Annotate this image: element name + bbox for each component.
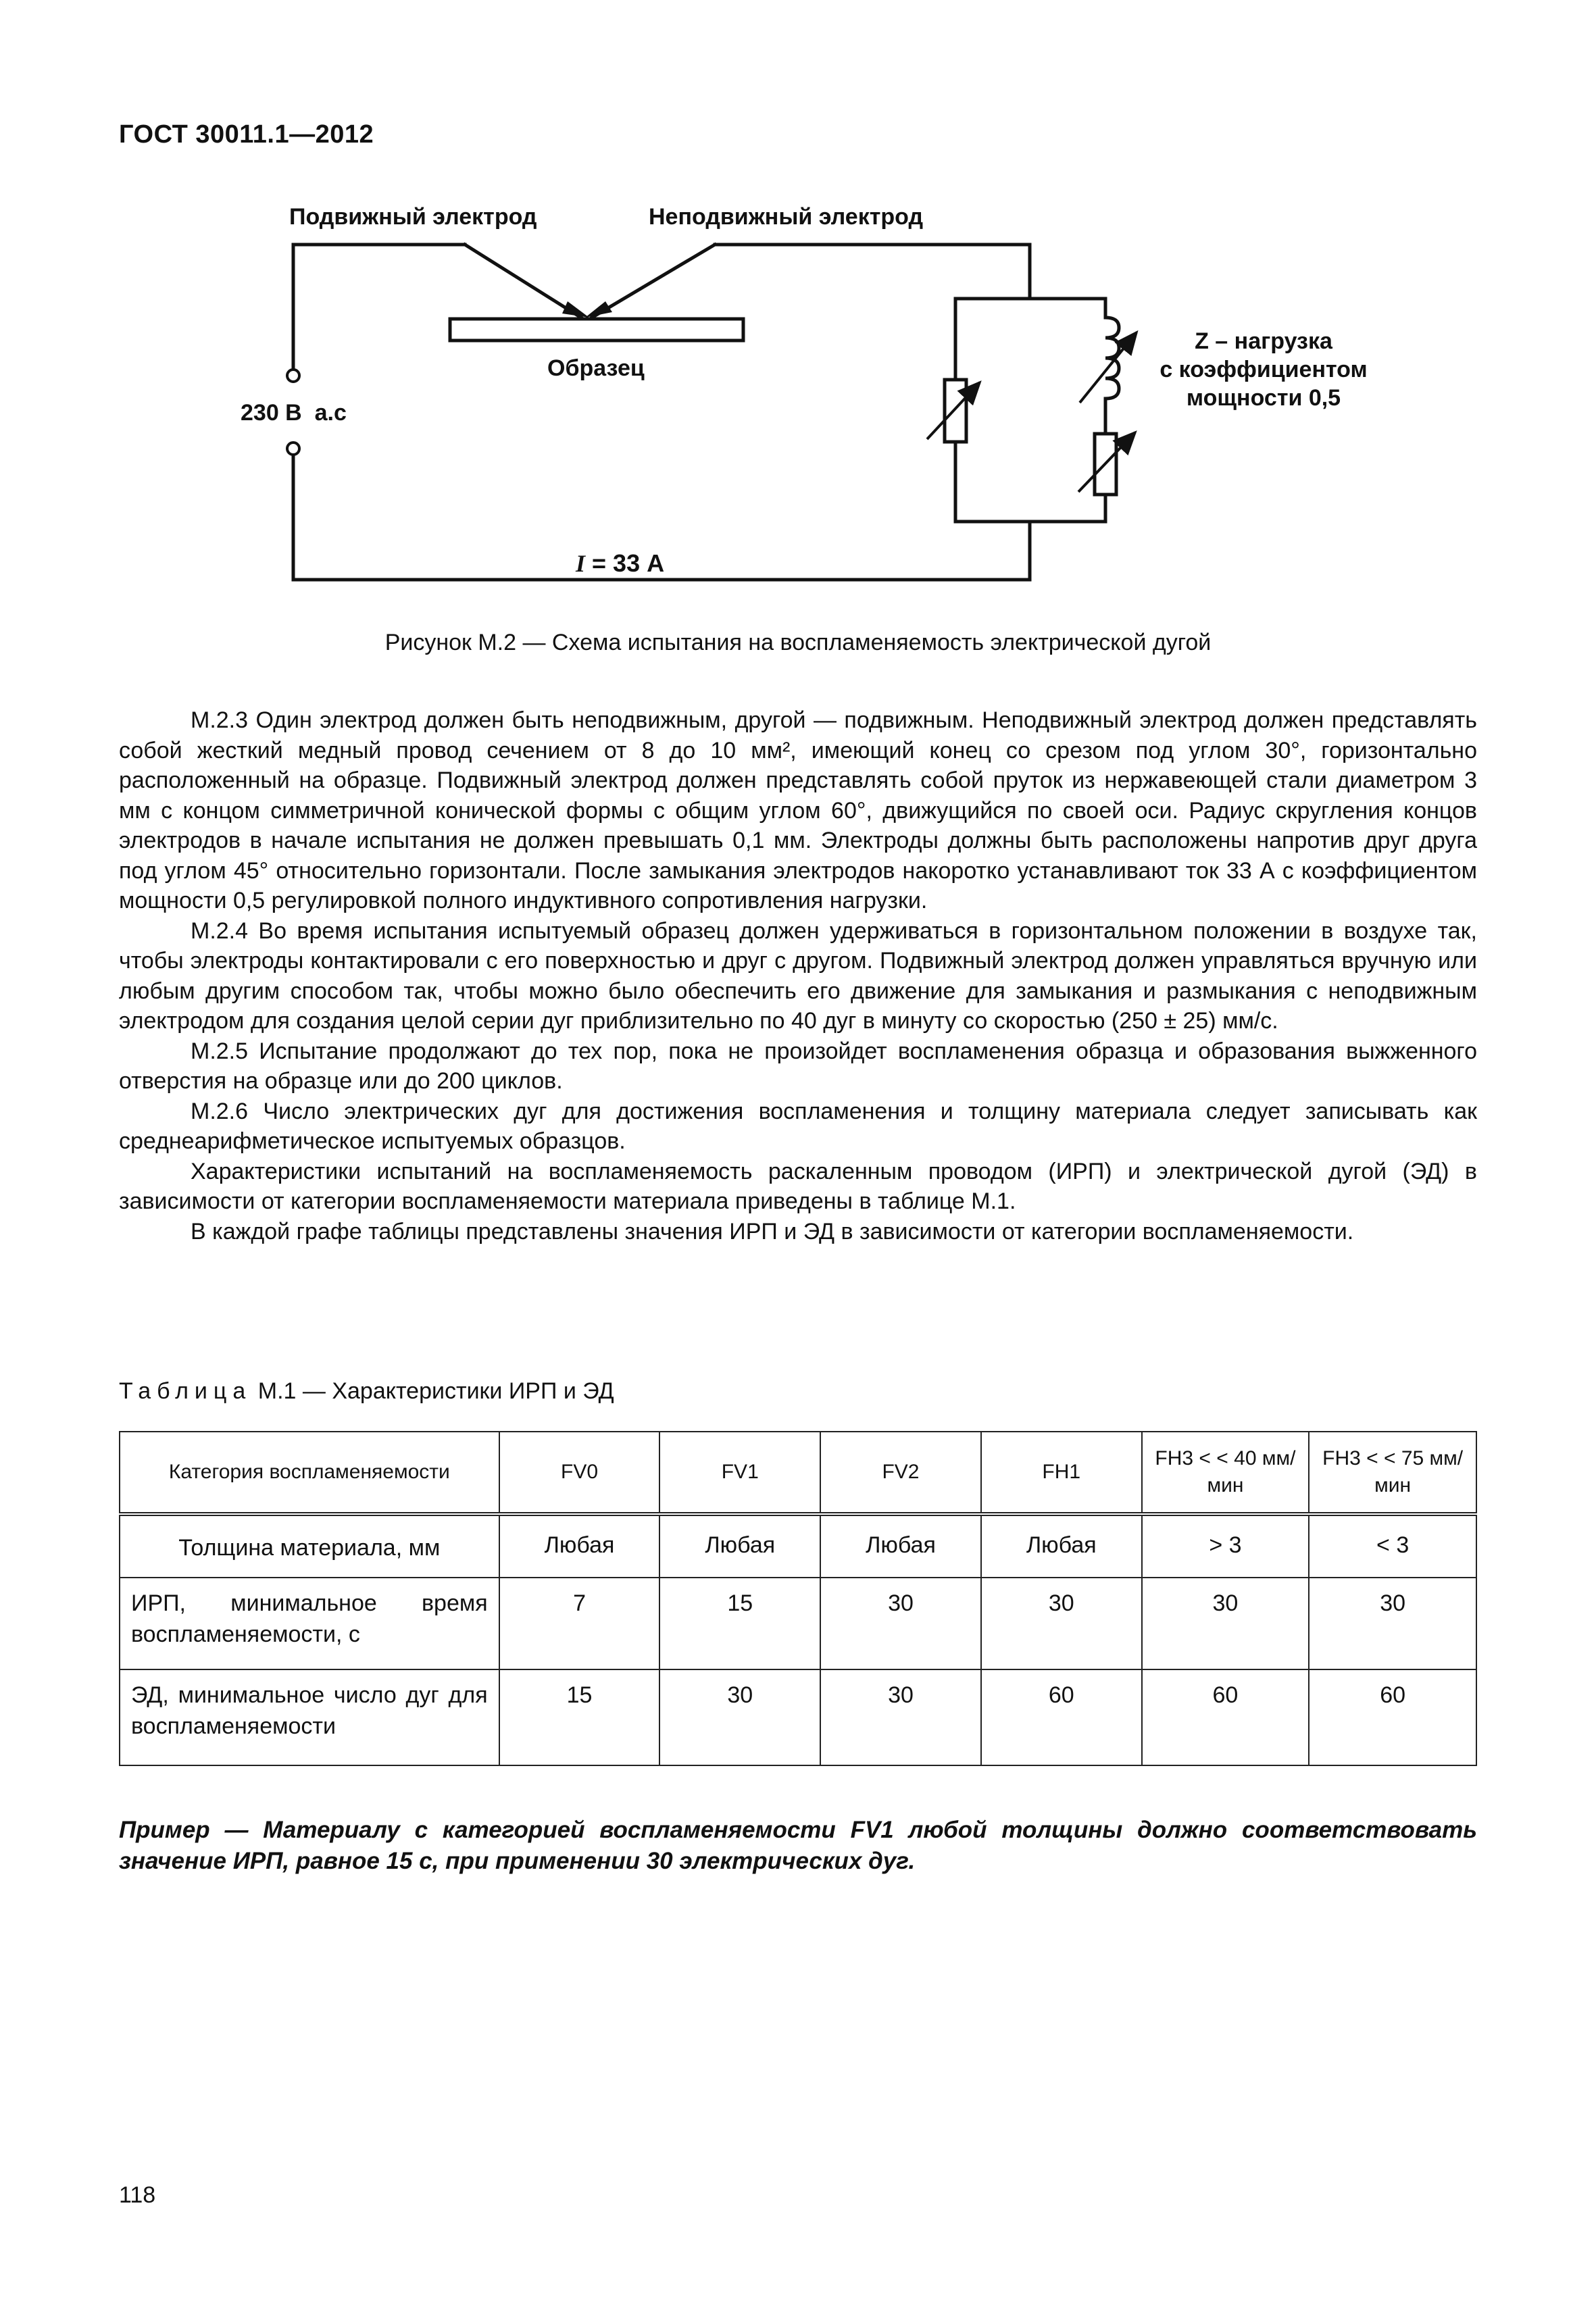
paragraph-m-2-3: М.2.3 Один электрод должен быть неподвижным, другой — подвижным. Неподвижный электрод должен представлять собой жесткий медный провод сечением от 8 до 10 мм², имеющий конец со срезом под углом 30°, горизонтально расположенный на образце. Подвижный электрод должен представлять собой пруток из нержавеющей стали диаметром 3 мм с концом симметричной конической формы с общим углом 60°, движущийся по своей оси. Радиус скругления концов электродов в начале испытания не должен превышать 0,1 мм. Электроды должны быть расположены напротив друг друга под углом 45° относительно горизонтали. После замыкания электродов накоротко устанавливают ток 33 А с коэффициентом мощности 0,5 регулировкой полного индуктивного сопротивления нагрузки.: [119, 707, 1477, 913]
table-cell: Любая: [981, 1514, 1142, 1578]
current-symbol: I: [576, 550, 586, 577]
row-label-thickness: Толщина материала, мм: [120, 1514, 499, 1578]
fixed-electrode: [592, 245, 715, 318]
sample-plate: [450, 319, 743, 341]
terminal-top: [287, 370, 299, 382]
figure-caption: Рисунок М.2 — Схема испытания на воспламеняемость электрической дугой: [384, 630, 1212, 655]
table-cell: 30: [659, 1669, 820, 1765]
terminal-bottom: [287, 443, 299, 455]
table-row: [120, 1578, 1476, 1669]
table-cell: 60: [1309, 1669, 1476, 1765]
moving-electrode-arrowhead: [562, 301, 589, 318]
page-number: 118: [119, 2182, 156, 2208]
table-title: [119, 1378, 614, 1405]
wire-top-left: [293, 245, 465, 373]
table-title-word: Таблица: [119, 1378, 252, 1404]
row-label-ed: ЭД, минимальное число дуг для воспламеняемости: [120, 1669, 499, 1765]
wire-top-right: [715, 245, 1030, 299]
header-fh1: FH1: [981, 1432, 1142, 1514]
table-cell: 15: [499, 1669, 660, 1765]
header-fv2: FV2: [820, 1432, 981, 1514]
table-cell: 30: [1142, 1578, 1310, 1669]
table-cell: > 3: [1142, 1514, 1310, 1578]
table-cell: Любая: [499, 1514, 660, 1578]
paragraph-characteristics: Характеристики испытаний на воспламеняемость раскаленным проводом (ИРП) и электрической дугой (ЭД) в зависимости от категории воспламеняемости материала приведены в таблице М.1.: [119, 1158, 1477, 1214]
row-label-irp: ИРП, минимальное время воспламеняемости, с: [120, 1578, 499, 1669]
label-current: [575, 549, 664, 577]
table-cell: Любая: [820, 1514, 981, 1578]
table-row: [120, 1514, 1476, 1578]
paragraph-m-2-6: М.2.6 Число электрических дуг для достижения воспламенения и толщину материала следует записывать как среднеарифметическое испытуемых образцов.: [119, 1098, 1477, 1154]
label-load-line-2: с коэффициентом: [1159, 357, 1368, 382]
inductor-adjust-arrow: [1080, 332, 1137, 403]
body-text: [119, 705, 1477, 1247]
label-load-line-1: Z – нагрузка: [1195, 328, 1332, 354]
header-category: Категория воспламеняемости: [120, 1432, 499, 1514]
label-sample: Образец: [547, 355, 645, 381]
label-load-line-3: мощности 0,5: [1186, 385, 1341, 411]
label-moving-electrode: Подвижный электрод: [289, 204, 537, 230]
left-resistor: [945, 380, 966, 442]
moving-electrode: [465, 245, 581, 318]
label-fixed-electrode: Неподвижный электрод: [649, 204, 924, 230]
table-title-rest: М.1 — Характеристики ИРП и ЭД: [251, 1378, 614, 1404]
table-cell: < 3: [1309, 1514, 1476, 1578]
document-header: ГОСТ 30011.1—2012: [119, 120, 374, 149]
header-fv1: FV1: [659, 1432, 820, 1514]
characteristics-table: [119, 1431, 1477, 1766]
header-fh3-75: FH3 < < 75 мм/мин: [1309, 1432, 1476, 1514]
example-note: Пример — Материалу с категорией воспламеняемости FV1 любой толщины должно соответствовать значение ИРП, равное 15 с, при применении 30 электрических дуг.: [119, 1817, 1477, 1874]
header-fh3-40: FH3 < < 40 мм/мин: [1142, 1432, 1310, 1514]
table-row: [120, 1669, 1476, 1765]
paragraph-table-note: В каждой графе таблицы представлены значения ИРП и ЭД в зависимости от категории воспламеняемости.: [191, 1218, 1354, 1244]
header-fv0: FV0: [499, 1432, 660, 1514]
test-circuit-diagram: [0, 0, 1596, 649]
table-cell: 30: [820, 1669, 981, 1765]
table-cell: 60: [981, 1669, 1142, 1765]
paragraph-m-2-5: М.2.5 Испытание продолжают до тех пор, пока не произойдет воспламенения образца и образования выжженного отверстия на образце или до 200 циклов.: [119, 1038, 1477, 1094]
table-cell: 30: [820, 1578, 981, 1669]
table-cell: 30: [981, 1578, 1142, 1669]
table-cell: 7: [499, 1578, 660, 1669]
table-cell: Любая: [659, 1514, 820, 1578]
paragraph-m-2-4: М.2.4 Во время испытания испытуемый образец должен удерживаться в горизонтальном положении в воздухе так, чтобы электроды контактировали с его поверхностью и друг с другом. Подвижный электрод должен управляться вручную или любым другим способом так, чтобы можно было обеспечить его движение для замыкания и размыкания с неподвижным электродом для создания целой серии дуг приблизительно по 40 дуг в минуту со скоростью (250 ± 25) мм/с.: [119, 917, 1477, 1034]
table-cell: 30: [1309, 1578, 1476, 1669]
table-header-row: [120, 1432, 1476, 1514]
table-cell: 60: [1142, 1669, 1310, 1765]
table-cell: 15: [659, 1578, 820, 1669]
current-value: = 33 А: [585, 549, 665, 577]
label-voltage: 230 В а.с: [241, 400, 347, 426]
